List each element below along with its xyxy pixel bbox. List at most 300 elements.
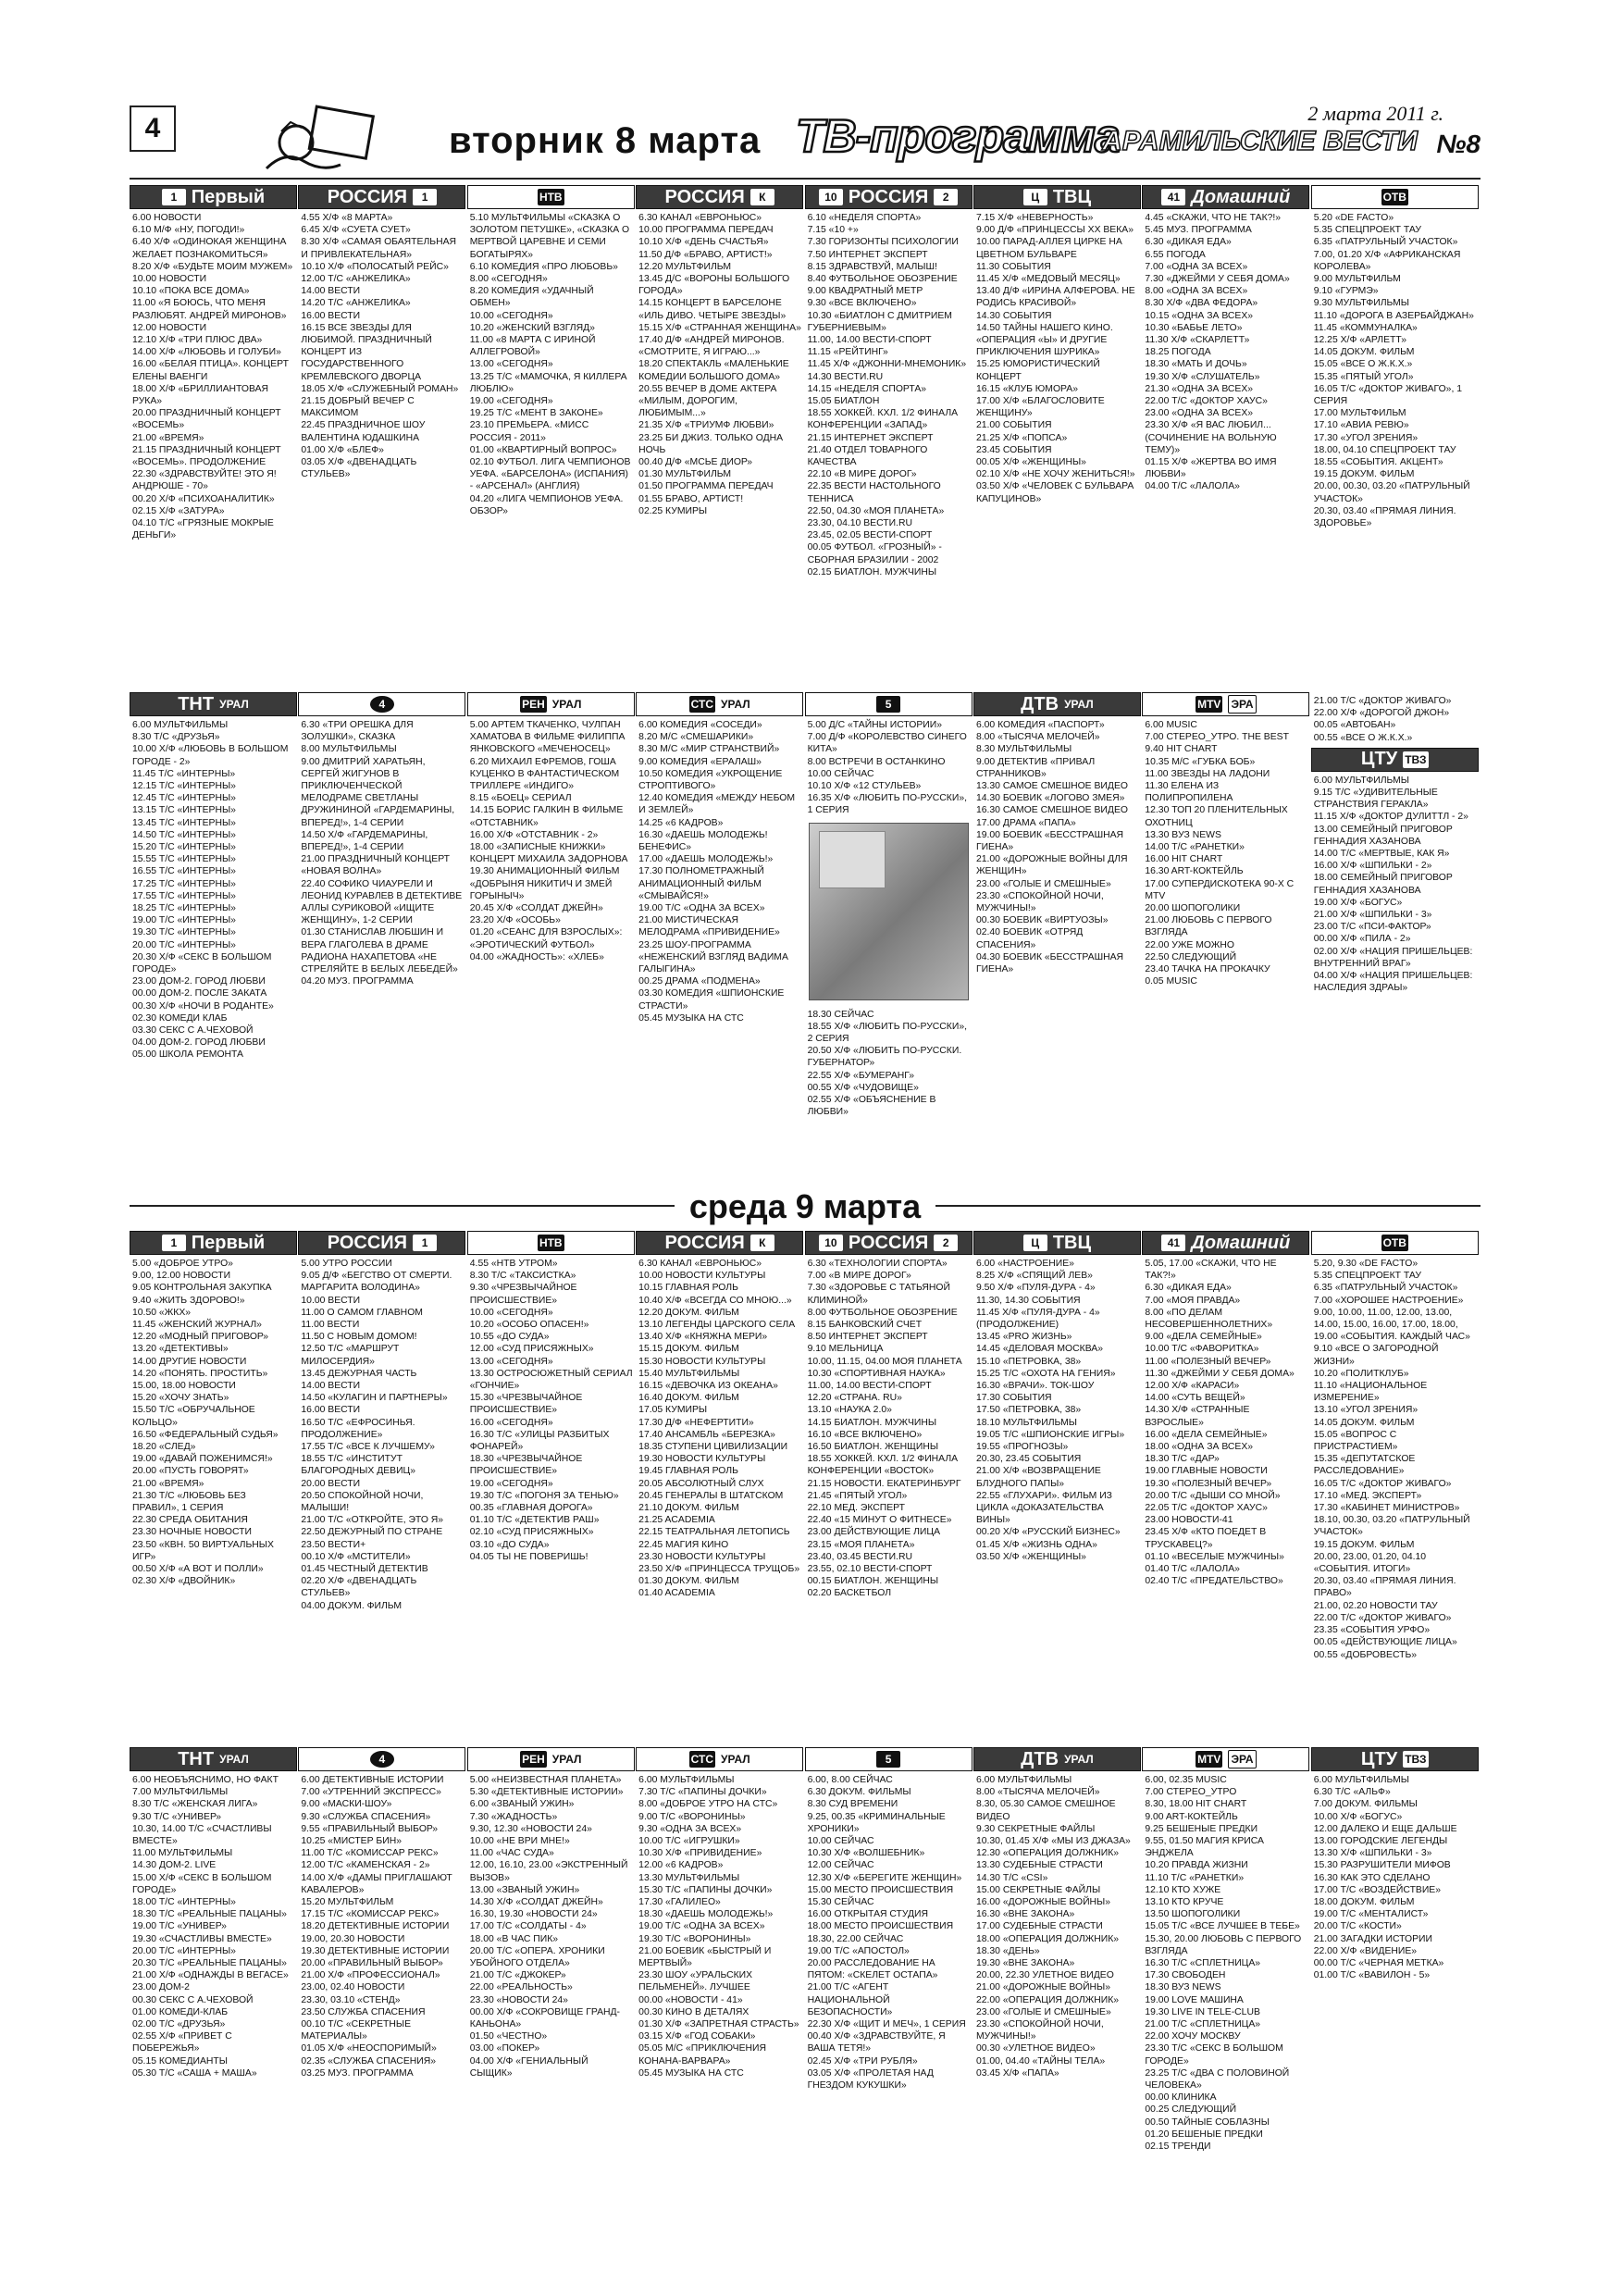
program-item: 12.40 КОМЕДИЯ «МЕЖДУ НЕБОМ И ЗЕМЛЕЙ»	[638, 793, 796, 816]
program-item: 11.30 Х/Ф «СКАРЛЕТТ»	[1145, 335, 1250, 346]
program-item: 11.00 ВЕСТИ	[301, 1320, 360, 1331]
program-item: 9.05 КОНТРОЛЬНАЯ ЗАКУПКА	[132, 1283, 272, 1294]
program-item: 13.45 ДЕЖУРНАЯ ЧАСТЬ	[301, 1368, 417, 1379]
program-item: 14.20 Т/С «АНЖЕЛИКА»	[301, 298, 411, 309]
program-item: 8.25 Х/Ф «СПЯЩИЙ ЛЕВ»	[975, 1271, 1093, 1282]
program-item: 10.00 Х/Ф «ЛЮБОВЬ В БОЛЬШОМ ГОРОДЕ - 2»	[132, 744, 289, 767]
program-item: 17.15 Т/С «КОМИССАР РЕКС»	[301, 1909, 440, 1920]
program-item: 13.00 «СЕГОДНЯ»	[469, 359, 553, 370]
program-item: 8.00 «ТЫСЯЧА МЕЛОЧЕЙ»	[975, 1787, 1100, 1798]
program-item: 11.50 С НОВЫМ ДОМОМ!	[301, 1332, 417, 1343]
program-item: 20.00 ПРАЗДНИЧНЫЙ КОНЦЕРТ «ВОСЕМЬ»	[132, 408, 281, 431]
program-item: 7.00 «МОЯ ПРАВДА»	[1145, 1295, 1241, 1306]
tvc-logo-icon: Ц	[1023, 1235, 1047, 1251]
program-item: 12.00 Т/С «КАМЕНСКАЯ - 2»	[301, 1860, 430, 1871]
program-item: 8.00 «ОДНА ЗА ВСЕХ»	[1145, 286, 1248, 297]
schedule-list	[636, 1771, 803, 2079]
ren-logo-icon: РЕН	[522, 1753, 545, 1766]
program-item: 02.55 Х/Ф «ПРИВЕТ С ПОБЕРЕЖЬЯ»	[132, 2031, 232, 2054]
program-item: 15.30 «ЧРЕЗВЫЧАЙНОЕ ПРОИСШЕСТВИЕ»	[469, 1393, 583, 1416]
program-item: 20.00 «ПУСТЬ ГОВОРЯТ»	[132, 1466, 249, 1477]
program-item: 14.30 Х/Ф «СТРАННЫЕ ВЗРОСЛЫЕ»	[1145, 1405, 1250, 1428]
program-item: 7.15 Х/Ф «НЕВЕРНОСТЬ»	[975, 213, 1094, 223]
program-item: 01.45 ЧЕСТНЫЙ ДЕТЕКТИВ	[301, 1564, 428, 1575]
program-item: 11.00 О САМОМ ГЛАВНОМ	[301, 1307, 423, 1318]
channel-mtv-tue	[1142, 692, 1309, 1118]
program-item: 15.20 «ХОЧУ ЗНАТЬ»	[132, 1393, 229, 1404]
program-item: 4.55 «НТВ УТРОМ»	[469, 1259, 558, 1269]
program-item: 9.30, 12.30 «НОВОСТИ 24»	[469, 1823, 592, 1834]
schedule-list	[973, 716, 1141, 975]
program-item: 21.00 ЛЮБОВЬ С ПЕРВОГО ВЗГЛЯДА	[1145, 915, 1272, 938]
channel-header	[973, 692, 1141, 716]
program-item: 21.00 «ВРЕМЯ»	[132, 1478, 204, 1489]
program-item: 21.35 Х/Ф «ТРИУМФ ЛЮБВИ»	[638, 420, 774, 431]
program-item: 23.00 «ОДНА ЗА ВСЕХ»	[1145, 408, 1254, 419]
program-item: 01.20 «СЕАНС ДЛЯ ВЗРОСЛЫХ»: «ЭРОТИЧЕСКИЙ ФУТБОЛ»	[469, 927, 623, 950]
channel-header	[636, 692, 803, 716]
program-item: 11.45 Х/Ф «МЕДОВЫЙ МЕСЯЦ»	[975, 274, 1121, 285]
program-item: 13.00 «ЗВАНЫЙ УЖИН»	[469, 1884, 580, 1895]
program-item: 19.55 «ПРОГНОЗЫ»	[975, 1442, 1069, 1453]
channel-dtv-wed	[973, 1747, 1141, 2153]
program-item: 13.45 «PRO ЖИЗНЬ»	[975, 1332, 1072, 1343]
program-item: 00.05 «ДЕЙСТВУЮЩИЕ ЛИЦА»	[1313, 1637, 1457, 1648]
program-item: 20.00 Т/С «ИНТЕРНЫ»	[132, 1945, 236, 1956]
program-item: 20.00 ВЕСТИ	[301, 1478, 361, 1489]
program-item: 22.10 «В МИРЕ ДОРОГ»	[807, 469, 917, 480]
program-item: 01.05 Х/Ф «НЕОСПОРИМЫЙ»	[301, 2043, 437, 2054]
program-item: 17.55 Т/С «ВСЕ К ЛУЧШЕМУ»	[301, 1442, 435, 1453]
channel-ntv-wed	[467, 1231, 635, 1661]
channel-name: РОССИЯ	[664, 186, 745, 207]
program-item: 02.15 ТРЕНДИ	[1145, 2141, 1211, 2153]
program-item: 11.00 «ЧАС СУДА»	[469, 1848, 554, 1859]
program-item: 22.55 Х/Ф «БУМЕРАНГ»	[807, 1070, 914, 1081]
program-item: 11.30, 14.30 СОБЫТИЯ	[975, 1295, 1081, 1306]
program-item: 10.55 «ДО СУДА»	[469, 1332, 550, 1343]
program-item: 16.30 «ВНЕ ЗАКОНА»	[975, 1909, 1075, 1920]
program-item: 21.45 «ПЯТЫЙ УГОЛ»	[807, 1490, 908, 1501]
program-item: 01.00, 04.40 «ТАЙНЫ ТЕЛА»	[975, 2055, 1106, 2066]
program-item: 9.00 «МАСКИ-ШОУ»	[301, 1799, 392, 1810]
program-item: 14.00 «СУТЬ ВЕЩЕЙ»	[1145, 1393, 1245, 1404]
ntv-logo-icon: НТВ	[539, 1236, 563, 1249]
program-item: 19.00, 20.30 НОВОСТИ	[301, 1933, 405, 1944]
program-item: 18.55 ХОККЕЙ. КХЛ. 1/2 ФИНАЛА КОНФЕРЕНЦИИ «ЗАПАД»	[807, 408, 959, 431]
channel-4-tue	[298, 692, 465, 1118]
program-item: 19.00 LOVE МАШИНА	[1145, 1994, 1244, 2005]
program-item: 4.45 «СКАЖИ, ЧТО НЕ ТАК?!»	[1145, 213, 1282, 223]
program-item: 14.50 Х/Ф «ГАРДЕМАРИНЫ, ВПЕРЕД!», 1-4 СЕРИИ	[301, 829, 428, 853]
program-item: 18.20 «СЛЕД»	[132, 1442, 196, 1453]
program-item: 22.05 Т/С «ДОКТОР ХАУС»	[1145, 1503, 1268, 1514]
program-item: 16.00 «ДЕЛА СЕМЕЙНЫЕ»	[1145, 1429, 1268, 1440]
program-item: 19.00 «СЕГОДНЯ»	[469, 1478, 553, 1489]
program-item: 17.10 «АВИА РЕВЮ»	[1313, 420, 1409, 431]
channel-header	[636, 1231, 803, 1255]
channel-name: Домашний	[1191, 186, 1291, 207]
program-item: 19.00 Т/С «ОДНА ЗА ВСЕХ»	[638, 903, 765, 914]
program-item: 02.35 «СЛУЖБА СПАСЕНИЯ»	[301, 2055, 437, 2066]
day-heading-tuesday: вторник 8 марта	[449, 120, 762, 161]
schedule-list	[1311, 692, 1479, 744]
schedule-list	[805, 1255, 973, 1600]
schedule-list	[298, 209, 465, 480]
russia2-logo-icon: 2	[934, 189, 958, 205]
program-item: 11.10 «ДОРОГА В АЗЕРБАЙДЖАН»	[1313, 310, 1474, 321]
program-item: 13.40 Х/Ф «КНЯЖНА МЕРИ»	[638, 1332, 768, 1343]
program-item: 03.45 Х/Ф «ПАПА»	[975, 2067, 1059, 2079]
program-item: 5.00 УТРО РОССИИ	[301, 1259, 392, 1269]
program-item: 22.40 СОФИКО ЧИАУРЕЛИ И ЛЕОНИД КУРАВЛЕВ В ДЕТЕКТИВЕ АЛЛЫ СУРИКОВОЙ «ИЩИТЕ ЖЕНЩИНУ», 1-2 СЕРИИ	[301, 878, 463, 926]
program-item: 01.15 Х/Ф «ЖЕРТВА ВО ИМЯ ЛЮБВИ»	[1145, 457, 1277, 480]
program-item: 4.55 Х/Ф «8 МАРТА»	[301, 213, 393, 223]
program-item: 23.00 ДОМ-2. ГОРОД ЛЮБВИ	[132, 976, 266, 987]
wednesday-bottom-section	[130, 1747, 1481, 2153]
program-item: 12.20 ДОКУМ. ФИЛЬМ	[638, 1307, 739, 1318]
program-item: 23.30, 04.10 ВЕСТИ.RU	[807, 518, 912, 529]
program-item: 8.30 Т/С «ЖЕНСКАЯ ЛИГА»	[132, 1799, 258, 1810]
program-item: 19.30 Х/Ф «СЛУШАТЕЛЬ»	[1145, 371, 1260, 382]
program-item: 8.30 СУД ВРЕМЕНИ	[807, 1799, 898, 1810]
program-item: 00.10 Х/Ф «МСТИТЕЛИ»	[301, 1551, 411, 1562]
program-item: 19.00 Т/С «МЕНТАЛИСТ»	[1313, 1909, 1429, 1920]
program-item: 7.30 «ЗДОРОВЬЕ С ТАТЬЯНОЙ КЛИМИНОЙ»	[807, 1283, 950, 1306]
program-item: 6.00 КОМЕДИЯ «СОСЕДИ»	[638, 720, 762, 730]
program-item: 12.30 «ОПЕРАЦИЯ ДОЛЖНИК»	[975, 1848, 1120, 1859]
channel-first-tue	[130, 185, 297, 578]
program-item: 15.05 «ВСЕ О Ж.К.Х.»	[1313, 359, 1413, 370]
program-item: 18.05 Х/Ф «СЛУЖЕБНЫЙ РОМАН»	[301, 383, 459, 394]
program-item: 8.15 БАНКОВСКИЙ СЧЕТ	[807, 1320, 923, 1331]
channel-ren-wed	[467, 1747, 635, 2153]
program-item: 22.45 ПРАЗДНИЧНОЕ ШОУ ВАЛЕНТИНА ЮДАШКИНА	[301, 420, 426, 443]
program-item: 21.00 Х/Ф «ОДНАЖДЫ В ВЕГАСЕ»	[132, 1970, 289, 1981]
russia2-logo-icon: 2	[934, 1235, 958, 1251]
program-item: 8.30 МУЛЬТФИЛЬМЫ	[975, 744, 1072, 755]
channel-header	[298, 185, 465, 209]
program-item: 9.40 «ЖИТЬ ЗДОРОВО!»	[132, 1295, 245, 1306]
channel-subname: УРАЛ	[551, 698, 582, 711]
program-item: 15.20 МУЛЬТФИЛЬМ	[301, 1897, 394, 1908]
program-item: 18.30 ВУЗ NEWS	[1145, 1982, 1221, 1993]
program-item: 00.55 «ДОБРОВЕСТЬ»	[1313, 1649, 1418, 1660]
program-item: 01.00 «КВАРТИРНЫЙ ВОПРОС»	[469, 444, 617, 455]
program-item: 00.00 КЛИНИКА	[1145, 2092, 1217, 2104]
program-item: 23.40, 03.45 ВЕСТИ.RU	[807, 1551, 912, 1562]
channel-name: ТВЦ	[1052, 1232, 1092, 1253]
program-item: 16.30 КАК ЭТО СДЕЛАНО	[1313, 1872, 1431, 1883]
program-item: 01.00 Т/С «ВАВИЛОН - 5»	[1313, 1970, 1431, 1981]
channel-header	[973, 185, 1141, 209]
program-item: 10.00 ВЕСТИ	[301, 1295, 361, 1306]
program-item: 8.30, 18.00 HIT CHART	[1145, 1799, 1247, 1810]
program-item: 21.00 Т/С «АГЕНТ НАЦИОНАЛЬНОЙ БЕЗОПАСНОСТИ»	[807, 1982, 893, 2017]
program-item: 5.10 МУЛЬТФИЛЬМЫ «СКАЗКА О ЗОЛОТОМ ПЕТУШКЕ», «СКАЗКА О МЕРТВОЙ ЦАРЕВНЕ И СЕМИ БОГАТЫРЯХ»	[469, 213, 630, 260]
program-item: 19.30 «СЧАСТЛИВЫ ВМЕСТЕ»	[132, 1933, 272, 1944]
channel-10-logo-icon: 10	[819, 1235, 843, 1251]
program-item: 00.00 Х/Ф «СОКРОВИЩЕ ГРАНД-КАНЬОНА»	[469, 2006, 620, 2030]
program-item: 6.00 МУЛЬТФИЛЬМЫ	[1313, 775, 1409, 786]
program-item: 9.10 «ГУРМЭ»	[1313, 286, 1379, 297]
program-item: 23.50 СЛУЖБА СПАСЕНИЯ	[301, 2006, 426, 2017]
channel-header	[298, 1231, 465, 1255]
program-item: 16.30, 19.30 «НОВОСТИ 24»	[469, 1909, 598, 1920]
program-item: 7.30 «ЖАДНОСТЬ»	[469, 1811, 558, 1822]
program-item: 14.00 Х/Ф «ДАМЫ ПРИГЛАШАЮТ КАВАЛЕРОВ»	[301, 1872, 452, 1895]
program-item: 23.25 Т/С «ДВА С ПОЛОВИНОЙ ЧЕЛОВЕКА»	[1145, 2067, 1290, 2091]
program-item: 23.30 «СПОКОЙНОЙ НОЧИ, МУЖЧИНЫ!»	[975, 890, 1104, 914]
program-item: 0.05 MUSIC	[1145, 976, 1197, 987]
program-item: 16.50 БИАТЛОН. ЖЕНЩИНЫ	[807, 1442, 939, 1453]
program-item: 13.30 МУЛЬТФИЛЬМЫ	[638, 1872, 740, 1883]
program-item: 7.00 ДОКУМ. ФИЛЬМЫ	[1313, 1799, 1418, 1810]
program-item: 6.55 ПОГОДА	[1145, 249, 1206, 260]
program-item: 11.00, 14.00 ВЕСТИ-СПОРТ	[807, 1381, 932, 1392]
program-item: 16.00 Х/Ф «ШПИЛЬКИ - 2»	[1313, 861, 1432, 872]
program-item: 15.30 НОВОСТИ КУЛЬТУРЫ	[638, 1356, 766, 1367]
program-item: 23.45 Х/Ф «КТО ПОЕДЕТ В ТРУСКАВЕЦ?»	[1145, 1527, 1267, 1550]
program-item: 03.50 Х/Ф «ЧЕЛОВЕК С БУЛЬВАРА КАПУЦИНОВ»	[975, 481, 1134, 504]
program-item: 14.30 БОЕВИК «ЛОГОВО ЗМЕЯ»	[975, 793, 1125, 804]
program-item: 04.00 «ЖАДНОСТЬ»: «ХЛЕБ»	[469, 951, 604, 962]
channel-header	[130, 1231, 297, 1255]
program-item: 8.20 КОМЕДИЯ «УДАЧНЫЙ ОБМЕН»	[469, 286, 594, 309]
program-item: 23.00 ДОМ-2	[132, 1982, 190, 1993]
program-item: 22.30 Х/Ф «ЩИТ И МЕЧ», 1 СЕРИЯ	[807, 2019, 966, 2030]
program-item: 00.50 ТАЙНЫЕ СОБЛАЗНЫ	[1145, 2116, 1270, 2128]
program-item: 17.00 СУПЕРДИСКОТЕКА 90-Х С MTV	[1145, 878, 1295, 901]
program-item: 10.30 Х/Ф «ПРИВИДЕНИЕ»	[638, 1848, 762, 1859]
program-item: 10.30 «БАБЬЕ ЛЕТО»	[1145, 322, 1243, 333]
program-item: 23.30 Т/С «СЕКС В БОЛЬШОМ ГОРОДЕ»	[1145, 2043, 1283, 2066]
program-item: 13.30 Х/Ф «ШПИЛЬКИ - 3»	[1313, 1848, 1432, 1859]
program-item: 10.00 НОВОСТИ КУЛЬТУРЫ	[638, 1271, 766, 1282]
program-item: 19.00 Т/С «ОДНА ЗА ВСЕХ»	[638, 1921, 765, 1932]
domashny-logo-icon: 41	[1161, 1235, 1185, 1251]
program-item: 15.05 БИАТЛОН	[807, 396, 880, 407]
program-item: 9.00 ART-КОКТЕЙЛЬ	[1145, 1811, 1238, 1822]
program-item: 10.00 Т/С «ФАВОРИТКА»	[1145, 1344, 1259, 1355]
program-item: 8.00 «СЕГОДНЯ»	[469, 274, 548, 285]
program-item: 19.30 LIVE IN TELE-CLUB	[1145, 2006, 1260, 2017]
program-item: 16.00 HIT CHART	[1145, 854, 1223, 865]
channel-header	[1311, 748, 1479, 772]
program-item: 7.00 МУЛЬТФИЛЬМЫ	[132, 1787, 229, 1798]
program-item: 11.00 «8 МАРТА С ИРИНОЙ АЛЛЕГРОВОЙ»	[469, 335, 596, 358]
program-item: 17.00 Т/С «СОЛДАТЫ - 4»	[469, 1921, 587, 1932]
channel-5-logo-icon: 5	[876, 696, 900, 713]
program-item: 10.10 Х/Ф «ДЕНЬ СЧАСТЬЯ»	[638, 237, 769, 248]
channel-sts-wed	[636, 1747, 803, 2153]
program-item: 04.20 МУЗ. ПРОГРАММА	[301, 976, 414, 987]
program-item: 21.00 ЗАГАДКИ ИСТОРИИ	[1313, 1933, 1432, 1944]
program-item: 8.00 ВСТРЕЧИ В ОСТАНКИНО	[807, 756, 946, 767]
actor-photo	[809, 823, 969, 1000]
program-item: 9.30 Т/С «УНИВЕР»	[132, 1811, 222, 1822]
program-item: 6.00 ДЕТЕКТИВНЫЕ ИСТОРИИ	[301, 1775, 444, 1785]
program-item: 16.00 ВЕСТИ	[301, 1405, 361, 1416]
program-item: 13.30 BУЗ NEWS	[1145, 829, 1221, 840]
era-logo-icon: ЭРА	[1228, 695, 1256, 714]
program-item: 13.10 КТО КРУЧЕ	[1145, 1897, 1224, 1908]
program-item: 13.30 САМОЕ СМЕШНОЕ ВИДЕО	[975, 781, 1128, 792]
program-item: 8.30 М/С «МИР СТРАНСТВИЙ»	[638, 744, 780, 755]
program-item: 12.00 Х/Ф «КАРАСИ»	[1145, 1381, 1240, 1392]
program-item: 01.10 Т/С «ДЕТЕКТИВ РАШ»	[469, 1515, 600, 1526]
program-item: 16.05 Т/С «ДОКТОР ЖИВАГО»	[1313, 1478, 1452, 1489]
program-item: 6.00 MUSIC	[1145, 720, 1197, 730]
program-item: 14.30 Т/С «CSI»	[975, 1872, 1048, 1883]
program-item: 01.20 БЕШЕНЫЕ ПРЕДКИ	[1145, 2128, 1263, 2140]
program-item: 22.45 МАГИЯ КИНО	[638, 1539, 729, 1550]
program-item: 9.55, 01.50 МАГИЯ КРИСА ЭНДЖЕЛА	[1145, 1836, 1264, 1859]
channel-ntv-tue	[467, 185, 635, 578]
program-item: 18.55 «СОБЫТИЯ. АКЦЕНТ»	[1313, 457, 1443, 468]
schedule-list	[298, 1771, 465, 2079]
program-item: 04.00 Х/Ф «НАЦИЯ ПРИШЕЛЬЦЕВ: НАСЛЕДИЯ ЗДРАЫ»	[1313, 971, 1473, 994]
tnt-logo-icon: ТНТ	[178, 693, 215, 714]
program-item: 15.15 Х/Ф «СТРАННАЯ ЖЕНЩИНА»	[638, 322, 801, 333]
program-item: 14.30 ВЕСТИ.RU	[807, 371, 884, 382]
program-item: 11.00 «Я БОЮСЬ, ЧТО МЕНЯ РАЗЛЮБЯТ. АНДРЕЙ МИРОНОВ»	[132, 298, 287, 321]
program-item: 18.55 Х/Ф «ЛЮБИТЬ ПО-РУССКИ», 2 СЕРИЯ	[807, 1021, 967, 1045]
program-item: 23.45 СОБЫТИЯ	[975, 444, 1052, 455]
program-item: 9.55 «ПРАВИЛЬНЫЙ ВЫБОР»	[301, 1823, 439, 1834]
program-item: 14.15 БОРИС ГАЛКИН В ФИЛЬМЕ «ОТСТАВНИК»	[469, 805, 624, 828]
program-item: 12.00 СЕЙЧАС	[807, 1860, 874, 1871]
first-channel-logo-icon: 1	[162, 1235, 186, 1251]
schedule-list	[636, 716, 803, 1024]
program-item: 12.00 Т/С «АНЖЕЛИКА»	[301, 274, 411, 285]
program-item: 11.45 Х/Ф «ДЖОННИ-МНЕМОНИК»	[807, 359, 967, 370]
program-item: 13.00 «СЕГОДНЯ»	[469, 1356, 553, 1367]
channel-name: РОССИЯ	[327, 1232, 408, 1253]
program-item: 05.15 КОМЕДИАНТЫ	[132, 2055, 228, 2066]
channel-tvc-tue	[973, 185, 1141, 578]
program-item: 14.00 ВЕСТИ	[301, 286, 361, 297]
program-item: 00.55 Х/Ф «ЧУДОВИЩЕ»	[807, 1082, 919, 1093]
program-item: 03.15 Х/Ф «ГОД СОБАКИ»	[638, 2031, 756, 2042]
program-item: 13.30 ОСТРОСЮЖЕТНЫЙ СЕРИАЛ «ГОНЧИЕ»	[469, 1368, 633, 1392]
program-item: 8.20 Х/Ф «БУДЬТЕ МОИМ МУЖЕМ»	[132, 261, 293, 272]
program-item: 14.05 ДОКУМ. ФИЛЬМ	[1313, 1417, 1415, 1428]
program-item: 21.00 Т/С «ОТКРОЙТЕ, ЭТО Я»	[301, 1515, 444, 1526]
tv-cartoon-icon	[248, 104, 378, 174]
program-item: 01.30 СТАНИСЛАВ ЛЮБШИН И ВЕРА ГЛАГОЛЕВА В ДРАМЕ РАДИОНА НАХАПЕТОВА «НЕ СТРЕЛЯЙТЕ В БЕЛЫХ ЛЕБЕДЕЙ»	[301, 927, 458, 975]
program-item: 7.30 «ДЖЕЙМИ У СЕБЯ ДОМА»	[1145, 274, 1290, 285]
program-item: 20.00 Т/С «ИНТЕРНЫ»	[132, 939, 236, 950]
program-item: 11.45 Х/Ф «ПУЛЯ-ДУРА - 4» (ПРОДОЛЖЕНИЕ)	[975, 1307, 1100, 1331]
program-item: 17.00 ДРАМА «ПАПА»	[975, 817, 1076, 828]
program-item: 22.00 ХОЧУ МОСКВУ	[1145, 2031, 1241, 2042]
otv-logo-icon: ОТВ	[1382, 1236, 1406, 1249]
program-item: 6.30 Т/С «АЛЬФ»	[1313, 1787, 1391, 1798]
program-item: 9.10 «ВСЕ О ЗАГОРОДНОЙ ЖИЗНИ»	[1313, 1344, 1439, 1367]
kultura-logo-icon: К	[750, 1235, 774, 1251]
program-item: 6.35 «ПАТРУЛЬНЫЙ УЧАСТОК»	[1313, 237, 1458, 248]
mtv-logo-icon: MTV	[1197, 698, 1221, 711]
program-item: 14.25 «6 КАДРОВ»	[638, 817, 724, 828]
program-item: 19.15 ДОКУМ. ФИЛЬМ	[1313, 469, 1415, 480]
program-item: 03.00 «ПОКЕР»	[469, 2043, 540, 2054]
program-item: 16.50 «ФЕДЕРАЛЬНЫЙ СУДЬЯ»	[132, 1429, 279, 1440]
program-item: 21.00 МИСТИЧЕСКАЯ МЕЛОДРАМА «ПРИВИДЕНИЕ»	[638, 915, 780, 938]
tv3-logo-icon: ТВЗ	[1405, 1753, 1427, 1766]
program-item: 00.00 Т/С «ЧЕРНАЯ МЕТКА»	[1313, 1958, 1444, 1969]
program-item: 14.50 ТАЙНЫ НАШЕГО КИНО. «ОПЕРАЦИЯ «Ы» И ДРУГИЕ ПРИКЛЮЧЕНИЯ ШУРИКА»	[975, 322, 1113, 358]
program-item: 7.00 «ХОРОШЕЕ НАСТРОЕНИЕ»	[1313, 1295, 1464, 1306]
program-item: 5.00 «ДОБРОЕ УТРО»	[132, 1259, 233, 1269]
program-item: 9.00 ДМИТРИЙ ХАРАТЬЯН, СЕРГЕЙ ЖИГУНОВ В ПРИКЛЮЧЕНЧЕСКОЙ МЕЛОДРАМЕ СВЕТЛАНЫ ДРУЖИНИНОЙ «ГАРДЕМАРИНЫ, ВПЕРЕД!», 1-4 СЕРИИ	[301, 756, 455, 828]
program-item: 22.00 УЖЕ МОЖНО	[1145, 939, 1234, 950]
program-item: 7.00 СТЕРЕО_УТРО	[1145, 1787, 1237, 1798]
program-item: 16.30 ART-КОКТЕЙЛЬ	[1145, 866, 1244, 877]
program-item: 00.35 «ГЛАВНАЯ ДОРОГА»	[469, 1503, 593, 1514]
program-item: 21.00 СОБЫТИЯ	[975, 420, 1052, 431]
program-item: 9.30 МУЛЬТФИЛЬМЫ	[1313, 298, 1409, 309]
program-item: 18.30, 22.00 СЕЙЧАС	[807, 1933, 904, 1944]
program-item: 23.30 «НОВОСТИ 24»	[469, 1994, 568, 2005]
program-item: 01.00 КОМЕДИ-КЛАБ	[132, 2006, 229, 2017]
schedule-list	[467, 1255, 635, 1563]
program-item: 02.40 Т/С «ПРЕДАТЕЛЬСТВО»	[1145, 1576, 1283, 1587]
russia1-logo-icon: 1	[413, 189, 437, 205]
section-title: ТВ-программа	[796, 110, 1120, 162]
program-item: 21.40 ОТДЕЛ ТОВАРНОГО КАЧЕСТВА	[807, 444, 928, 468]
program-item: 18.55 ХОККЕЙ. КХЛ. 1/2 ФИНАЛА КОНФЕРЕНЦИИ «ВОСТОК»	[807, 1454, 959, 1477]
program-item: 20.00 Т/С «ДЫШИ СО МНОЙ»	[1145, 1490, 1281, 1501]
program-item: 13.10 «НАУКА 2.0»	[807, 1405, 892, 1416]
program-item: 23.30 «СПОКОЙНОЙ НОЧИ, МУЖЧИНЫ!»	[975, 2019, 1104, 2042]
program-item: 03.30 КОМЕДИЯ «ШПИОНСКИЕ СТРАСТИ»	[638, 988, 785, 1011]
program-item: 18.55 Т/С «ИНСТИТУТ БЛАГОРОДНЫХ ДЕВИЦ»	[301, 1454, 416, 1477]
program-item: 05.45 МУЗЫКА НА СТС	[638, 2067, 744, 2079]
program-item: 15.20 Т/С «ИНТЕРНЫ»	[132, 842, 236, 853]
program-item: 6.30 «ТРИ ОРЕШКА ДЛЯ ЗОЛУШКИ», СКАЗКА	[301, 720, 414, 743]
program-item: 17.50 «ПЕТРОВКА, 38»	[975, 1405, 1082, 1416]
program-item: 23.50 Х/Ф «ПРИНЦЕССА ТРУЩОБ»	[638, 1564, 800, 1575]
program-item: 20.55 ВЕЧЕР В ДОМЕ АКТЕРА «МИЛЫМ, ДОРОГИМ, ЛЮБИМЫМ...»	[638, 383, 777, 419]
program-item: 22.50, 04.30 «МОЯ ПЛАНЕТА»	[807, 505, 945, 516]
program-item: 23.20 Х/Ф «ОСОБЬ»	[469, 915, 561, 926]
channel-russia1-tue	[298, 185, 465, 578]
program-item: 10.10 Х/Ф «12 СТУЛЬЕВ»	[807, 781, 922, 792]
program-item: 23.45, 02.05 ВЕСТИ-СПОРТ	[807, 530, 933, 541]
channel-name: РОССИЯ	[664, 1232, 745, 1253]
channel-4-logo-icon: 4	[370, 1751, 394, 1768]
program-item: 6.10 М/Ф «НУ, ПОГОДИ!»	[132, 225, 245, 236]
channel-otv-wed	[1311, 1231, 1479, 1661]
program-item: 19.30 Т/С «ВОРОНИНЫ»	[638, 1933, 751, 1944]
program-item: 14.05 ДОКУМ. ФИЛЬМ	[1313, 347, 1415, 358]
program-item: 15.10 «ПЕТРОВКА, 38»	[975, 1356, 1082, 1367]
program-item: 21.00 Х/Ф «ПРОФЕССИОНАЛ»	[301, 1970, 440, 1981]
program-item: 7.00 «ОДНА ЗА ВСЕХ»	[1145, 261, 1248, 272]
channel-header	[1142, 692, 1309, 716]
program-item: 01.55 БРАВО, АРТИСТ!	[638, 493, 744, 504]
program-item: 8.30 Х/Ф «САМАЯ ОБАЯТЕЛЬНАЯ И ПРИВЛЕКАТЕЛЬНАЯ»	[301, 237, 457, 260]
schedule-list	[636, 209, 803, 517]
program-item: 8.40 ФУТБОЛЬНОЕ ОБОЗРЕНИЕ	[807, 274, 958, 285]
program-item: 20.00, 23.00, 01.20, 04.10 «СОБЫТИЯ. ИТОГИ»	[1313, 1551, 1427, 1575]
program-item: 9.05 Д/Ф «БЕГСТВО ОТ СМЕРТИ. МАРГАРИТА ВОЛОДИНА»	[301, 1271, 452, 1294]
program-item: 05.00 ШКОЛА РЕМОНТА	[132, 1049, 243, 1061]
program-item: 22.00 Т/С «ДОКТОР ЖИВАГО»	[1313, 1612, 1452, 1623]
program-item: 22.00 Х/Ф «ВИДЕНИЕ»	[1313, 1945, 1418, 1956]
program-item: 10.20 ПРАВДА ЖИЗНИ	[1145, 1860, 1248, 1871]
